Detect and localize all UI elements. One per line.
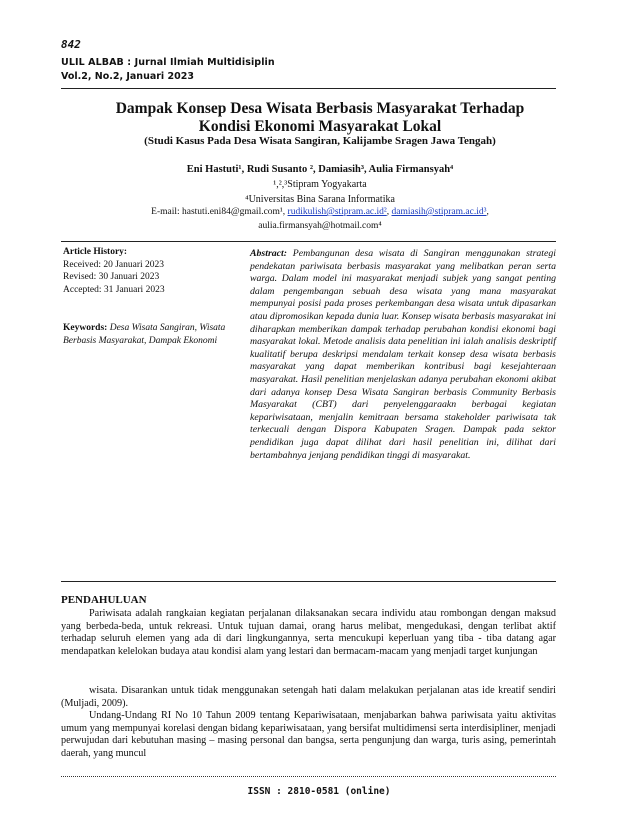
email-line-2: aulia.firmansyah@hotmail.com⁴	[258, 221, 382, 231]
issn-footer: ISSN : 2810-0581 (online)	[247, 786, 391, 797]
email-separator: ,	[386, 207, 392, 217]
journal-name: ULIL ALBAB : Jurnal Ilmiah Multidisiplin	[61, 57, 275, 68]
header-rule	[61, 88, 556, 89]
section-heading: PENDAHULUAN	[61, 594, 147, 606]
keywords-text: Desa Wisata Sangiran, Wisata Berbasis Masyarakat, Dampak Ekonomi	[63, 323, 226, 346]
history-received: Received: 20 Januari 2023	[63, 259, 165, 270]
footer-dotted-rule	[61, 776, 556, 777]
affiliation-2: ⁴Universitas Bina Sarana Informatika	[245, 194, 395, 205]
info-bottom-rule	[61, 581, 556, 582]
history-heading: Article History:	[63, 247, 128, 257]
info-top-rule	[61, 241, 556, 242]
affiliation-1: ¹,²,³Stipram Yogyakarta	[273, 179, 367, 190]
keywords-label: Keywords:	[63, 323, 108, 333]
author-list: Eni Hastuti¹, Rudi Susanto ², Damiasih³, Aulia Firmansyah⁴	[186, 164, 454, 175]
paragraph-2: wisata. Disarankan untuk tidak menggunakan setengah hati dalam melakukan perjalanan atas ide kreatif sendiri (Muljadi, 2009).	[61, 685, 556, 709]
email-prefix: E-mail: hastuti.eni84@gmail.com¹,	[151, 207, 288, 217]
article-title-line1: Dampak Konsep Desa Wisata Berbasis Masyarakat Terhadap	[115, 100, 525, 117]
page-number: 842	[61, 38, 81, 51]
article-subtitle: (Studi Kasus Pada Desa Wisata Sangiran, Kalijambe Sragen Jawa Tengah)	[144, 135, 496, 147]
abstract-block	[250, 248, 556, 462]
article-history	[63, 246, 243, 296]
abstract-text: Pembangunan desa wisata di Sangiran menggunakan strategi pendekatan pariwisata berbasis masyarakat yang melibatkan peran serta warga. Dalam model ini masyarakat menjadi subjek yang sangat penting dalam pengembangan sebuah desa wisata yang mana masyarakat mempunyai posisi pada proses perkembangan desa wisata untuk dipasarkan atau dipromosikan kepada dunia luar. Konsep wisata berbasis masyarakat ini diharapkan memberikan dampak terhadap perubahan kondisi ekonomi bagi masyarakat lokal. Metode analisis data penelitian ini ialah analisis deskriptif kualitatif berupa deskripsi mendalam terkait konsep desa wisata berbasis masyarakat yang dapat memberikan kontribusi bagi kesejahteraan masyarakat. Hasil penelitian menjelaskan adanya perubahan ekonomi akibat dari adanya konsep Desa Wisata Sangiran berbasis Community Berbasis Masyarakat (CBT) dari penyelenggaraakn berbagai kegiatan kepariwisataan, menjalin kemitraan bersama stakeholder pariwisata tak terkecuali dengan Dispora Kabupaten Sragen. Dampak pada sektor pendidikan juga dapat dilihat dari hasil penelitian ini, dilihat dari bertambahnya jenjang pendidikan tinggi di masyarakat.	[250, 248, 557, 461]
article-title-line2: Kondisi Ekonomi Masyarakat Lokal	[198, 118, 442, 135]
history-accepted: Accepted: 31 Januari 2023	[63, 284, 165, 295]
keywords-block	[63, 322, 248, 347]
email-line	[60, 207, 580, 217]
history-revised: Revised: 30 Januari 2023	[63, 272, 160, 283]
journal-volume: Vol.2, No.2, Januari 2023	[61, 71, 194, 82]
abstract-label: Abstract:	[250, 248, 288, 259]
email-link-damiasih[interactable]: damiasih@stipram.ac.id³	[391, 207, 487, 217]
email-suffix: ,	[486, 207, 489, 217]
paragraph-3: Undang-Undang RI No 10 Tahun 2009 tentang Kepariwisataan, menjabarkan bahwa pariwisata yaitu aktivitas umum yang mempunyai korelasi dengan bidang kepariwisataan, yang bersifat multidimensi serta interdisipliner, menjadi perwujudan dari kebutuhan masing – masing personal dan bangsa, serta pengunjung dan warga, turis asing, pemerintah daerah, yang muncul	[61, 710, 556, 760]
email-link-rudi[interactable]: rudikulish@stipram.ac.id²	[287, 207, 387, 217]
paragraph-1: Pariwisata adalah rangkaian kegiatan perjalanan dilaksanakan secara individu atau rombongan dengan maksud yang berbeda-beda, untuk rekreasi. Untuk tujuan damai, orang harus melibat, mengedukasi, dengan terlibat aktif terhadap seluruh elemen yang ada di dari lingkungannya, serta mencukupi keperluan yang tiba - tiba datang agar mendapatkan kelelokan budaya atau kondisi alam yang lestari dan bermacam-macam yang menjadi target kunjungan	[61, 608, 556, 658]
